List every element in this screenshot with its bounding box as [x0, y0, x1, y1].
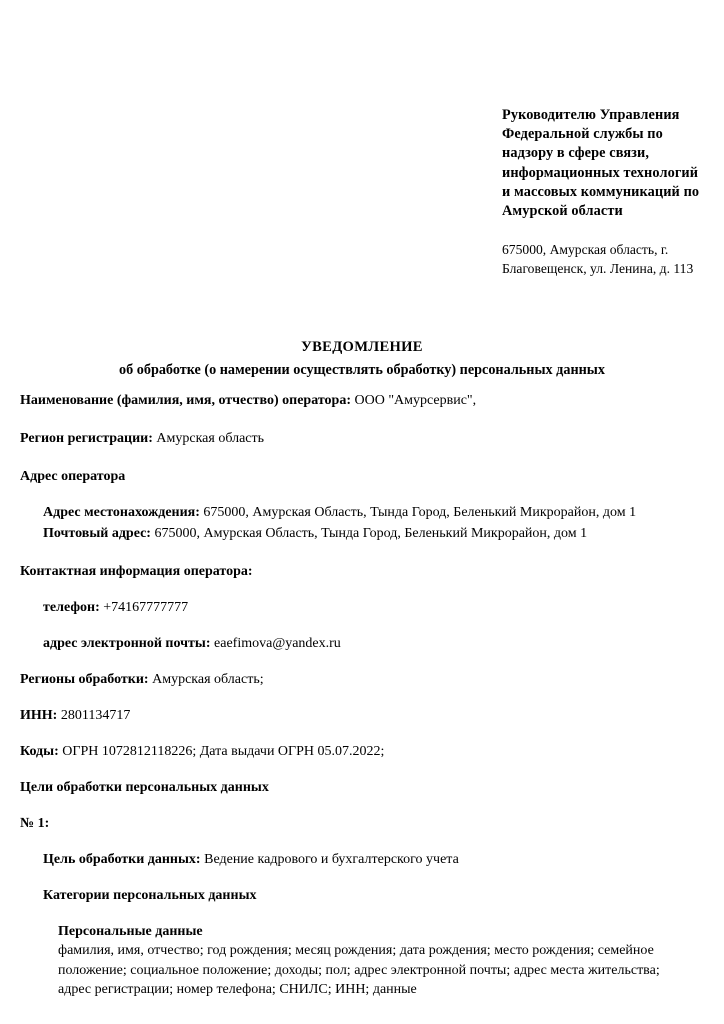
purpose-number: № 1: [20, 816, 50, 831]
field-phone [0, 598, 724, 617]
postal-address-label: Почтовый адрес: [43, 526, 151, 541]
location-address-value: 675000, Амурская Область, Тында Город, Беленький Микрорайон, дом 1 [203, 505, 637, 520]
document-subtitle: об обработке (о намерении осуществлять обработку) персональных данных [119, 362, 605, 378]
document-title-block [0, 338, 724, 380]
addressee-recipient: Руководителю Управления Федеральной службы по надзору в сфере связи, информационных технологий и массовых коммуникаций по Амурской области [502, 107, 700, 220]
phone-label: телефон: [43, 600, 100, 615]
field-location-address [0, 503, 724, 522]
document-body [0, 391, 724, 1000]
codes-value: ОГРН 1072812118226; Дата выдачи ОГРН 05.07.2022; [62, 744, 385, 759]
field-purpose [0, 850, 724, 869]
processing-regions-label: Регионы обработки: [20, 672, 149, 687]
phone-value: +74167777777 [103, 600, 189, 615]
personal-data-heading: Персональные данные [58, 924, 203, 939]
contact-section-heading: Контактная информация оператора: [20, 564, 253, 579]
postal-address-value: 675000, Амурская Область, Тында Город, Беленький Микрорайон, дом 1 [154, 526, 588, 541]
addressee-address: 675000, Амурская область, г. Благовещенск, ул. Ленина, д. 113 [502, 242, 694, 277]
purpose-value: Ведение кадрового и бухгалтерского учета [204, 852, 459, 867]
field-inn [0, 706, 724, 725]
operator-name-value: ООО "Амурсервис", [354, 393, 477, 408]
email-label: адрес электронной почты: [43, 636, 211, 651]
field-postal-address [0, 524, 724, 543]
region-label: Регион регистрации: [20, 431, 153, 446]
personal-data-list: фамилия, имя, отчество; год рождения; месяц рождения; дата рождения; место рождения; семейное положение; социальное положение; доходы; пол; адрес электронной почты; адрес места жительства; адрес регистрации; номер телефона; СНИЛС; ИНН; данные [58, 943, 660, 997]
inn-value: 2801134717 [60, 708, 131, 723]
field-codes [0, 742, 724, 761]
codes-label: Коды: [20, 744, 59, 759]
field-email [0, 634, 724, 653]
field-region [0, 429, 724, 448]
purposes-section-heading: Цели обработки персональных данных [20, 780, 269, 795]
processing-regions-value: Амурская область; [152, 672, 264, 687]
location-address-label: Адрес местонахождения: [43, 505, 200, 520]
inn-label: ИНН: [20, 708, 58, 723]
field-operator-name [0, 391, 724, 410]
document-title: УВЕДОМЛЕНИЕ [301, 339, 423, 355]
addressee-block [502, 106, 707, 279]
field-processing-regions [0, 670, 724, 689]
operator-name-label: Наименование (фамилия, имя, отчество) оператора: [20, 393, 351, 408]
region-value: Амурская область [156, 431, 265, 446]
address-section-heading: Адрес оператора [20, 469, 126, 484]
categories-heading: Категории персональных данных [43, 888, 257, 903]
email-value: eaefimova@yandex.ru [214, 636, 341, 651]
purpose-label: Цель обработки данных: [43, 852, 201, 867]
